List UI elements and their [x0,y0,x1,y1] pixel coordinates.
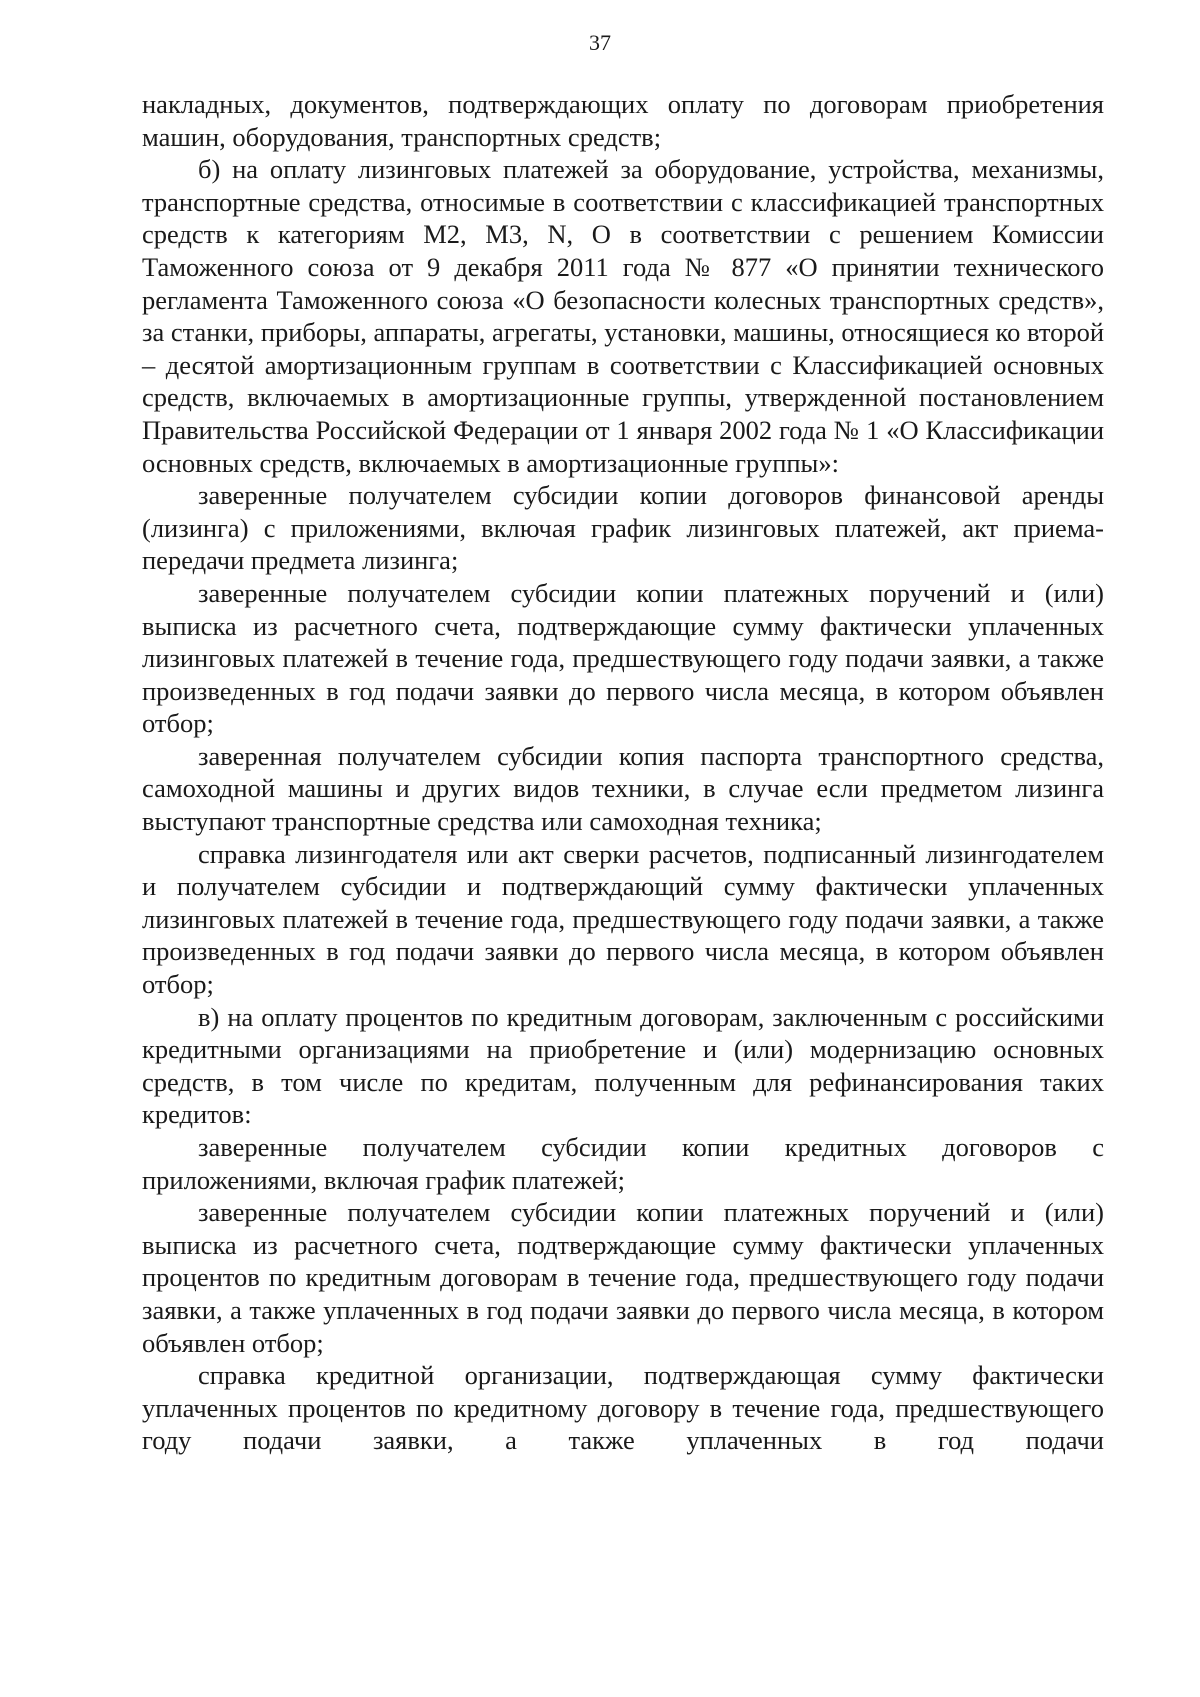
paragraph-lessor-certificate: справка лизингодателя или акт сверки расчетов, подписанный лизингодателем и получателем субсидии и подтверждающий сумму фактически уплаченных лизинговых платежей в течение года, предшествующего году подачи заявки, а также произведенных в год подачи заявки до первого числа месяца, в котором объявлен отбор; [142,838,1104,1000]
paragraph-continuation: накладных, документов, подтверждающих оплату по договорам приобретения машин, оборудования, транспортных средств; [142,89,1104,152]
paragraph-item-v: в) на оплату процентов по кредитным договорам, заключенным с российскими кредитными организациями на приобретение и (или) модернизацию основных средств, в том числе по кредитам, полученным для рефинансирования таких кредитов: [142,1001,1104,1130]
paragraph-interest-payment-orders: заверенные получателем субсидии копии платежных поручений и (или) выписка из расчетного счета, подтверждающие сумму фактически уплаченных процентов по кредитным договорам в течение года, предшествующего году подачи заявки, а также уплаченных в год подачи заявки до первого числа месяца, в котором объявлен отбор; [142,1197,1104,1358]
paragraph-credit-contracts: заверенные получателем субсидии копии кредитных договоров с приложениями, включая график платежей; [142,1132,1104,1195]
page-number: 37 [589,30,611,55]
paragraph-leasing-payment-orders: заверенные получателем субсидии копии платежных поручений и (или) выписка из расчетного счета, подтверждающие сумму фактически уплаченных лизинговых платежей в течение года, предшествующего году подачи заявки, а также произведенных в год подачи заявки до первого числа месяца, в котором объявлен отбор; [142,577,1104,739]
document-body [142,88,1104,1457]
paragraph-bank-certificate: справка кредитной организации, подтверждающая сумму фактически уплаченных процентов по кредитному договору в течение года, предшествующего году подачи заявки, а также уплаченных в год подачи [142,1360,1104,1456]
paragraph-item-b: б) на оплату лизинговых платежей за оборудование, устройства, механизмы, транспортные средства, относимые в соответствии с классификацией транспортных средств к категориям М2, М3, N, O в соответствии с решением Комиссии Таможенного союза от 9 декабря 2011 года № 877 «О принятии технического регламента Таможенного союза «О безопасности колесных транспортных средств», за станки, приборы, аппараты, агрегаты, установки, машины, относящиеся ко второй – десятой амортизационным группам в соответствии с Классификацией основных средств, включаемых в амортизационные группы, утвержденной постановлением Правительства Российской Федерации от 1 января 2002 года № 1 «О Классификации основных средств, включаемых в амортизационные группы»: [142,154,1104,478]
paragraph-vehicle-passport: заверенная получателем субсидии копия паспорта транспортного средства, самоходной машины и других видов техники, в случае если предметом лизинга выступают транспортные средства или самоходная техника; [142,740,1104,837]
paragraph-leasing-contracts: заверенные получателем субсидии копии договоров финансовой аренды (лизинга) с приложениями, включая график лизинговых платежей, акт приема-передачи предмета лизинга; [142,480,1104,576]
